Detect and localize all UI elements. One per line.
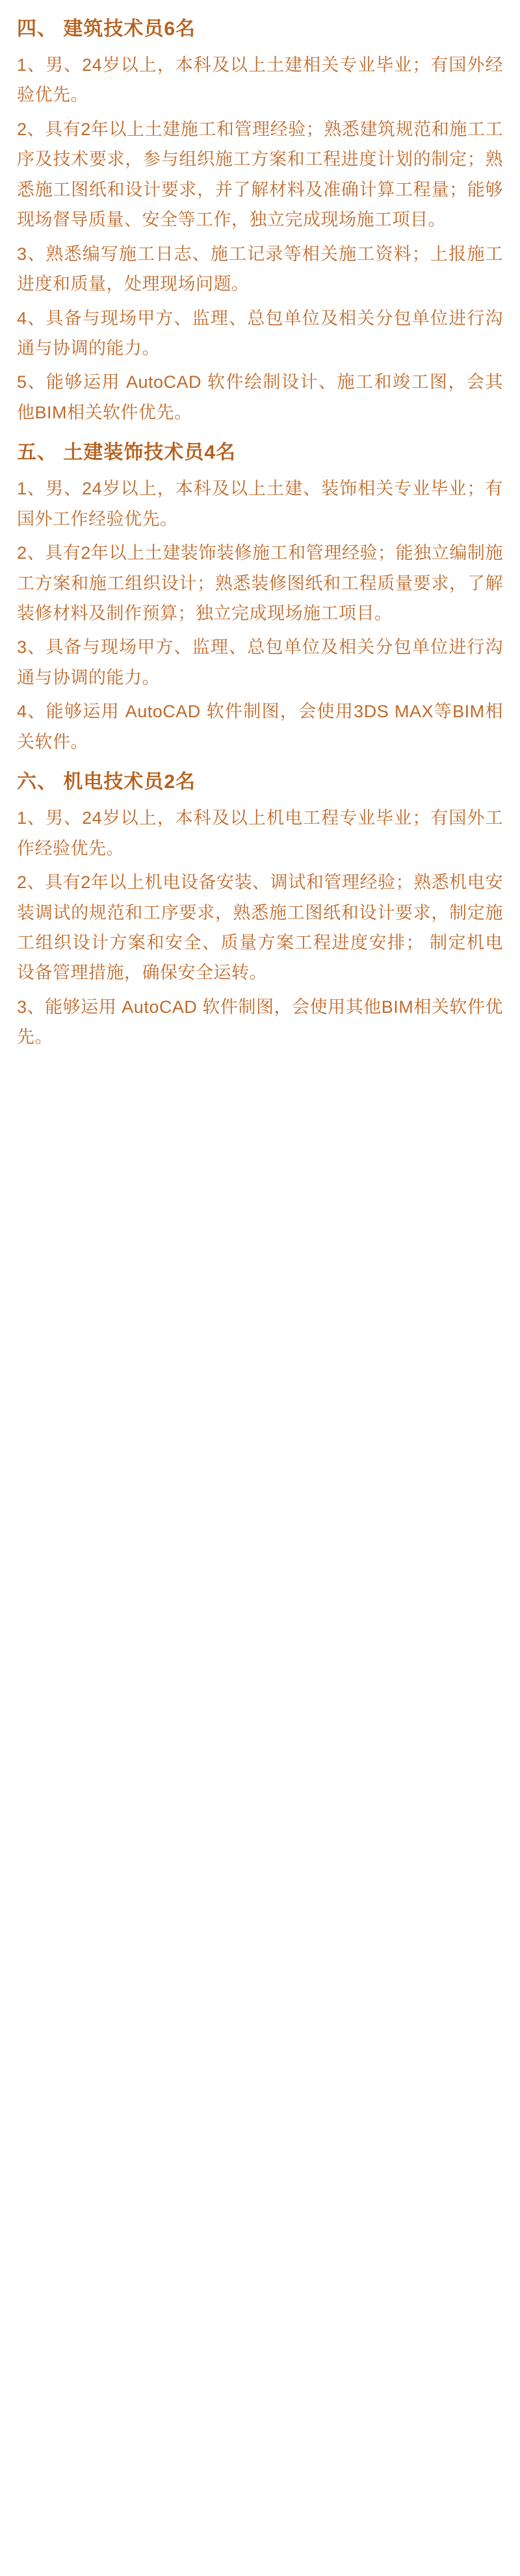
paragraph: 3、熟悉编写施工日志、施工记录等相关施工资料；上报施工进度和质量，处理现场问题。: [17, 244, 503, 294]
paragraph: 1、男、24岁以上，本科及以上土建相关专业毕业；有国外经验优先。: [17, 55, 503, 105]
paragraph: 3、具备与现场甲方、监理、总包单位及相关分包单位进行沟通与协调的能力。: [17, 637, 503, 687]
section-heading: 六、 机电技术员2名: [17, 771, 196, 793]
document-page: [0, 0, 520, 1084]
section-five: [17, 438, 503, 757]
section-four: [17, 14, 503, 427]
paragraph: 2、具有2年以上机电设备安装、调试和管理经验；熟悉机电安装调试的规范和工序要求，熟悉施工图纸和设计要求，制定施工组织设计方案和安全、质量方案工程进度安排； 制定机电设备管理措施，确保安全运转。: [17, 873, 503, 983]
paragraph: 1、男、24岁以上，本科及以上机电工程专业毕业；有国外工作经验优先。: [17, 808, 503, 858]
paragraph: 5、能够运用 AutoCAD 软件绘制设计、施工和竣工图，会其他BIM相关软件优先。: [17, 372, 503, 422]
section-heading: 五、 土建装饰技术员4名: [17, 442, 237, 464]
paragraph: 4、能够运用 AutoCAD 软件制图，会使用3DS MAX等BIM相关软件。: [17, 702, 503, 752]
section-heading: 四、 建筑技术员6名: [17, 18, 196, 40]
paragraph: 3、能够运用 AutoCAD 软件制图，会使用其他BIM相关软件优先。: [17, 997, 503, 1047]
paragraph: 2、具有2年以上土建施工和管理经验；熟悉建筑规范和施工工序及技术要求，参与组织施工方案和工程进度计划的制定；熟悉施工图纸和设计要求，并了解材料及准确计算工程量；能够现场督导质量、安全等工作，独立完成现场施工项目。: [17, 119, 503, 230]
paragraph: 4、具备与现场甲方、监理、总包单位及相关分包单位进行沟通与协调的能力。: [17, 308, 503, 358]
paragraph: 2、具有2年以上土建装饰装修施工和管理经验；能独立编制施工方案和施工组织设计；熟悉装修图纸和工程质量要求，了解装修材料及制作预算；独立完成现场施工项目。: [17, 543, 503, 623]
section-six: [17, 767, 503, 1052]
paragraph: 1、男、24岁以上，本科及以上土建、装饰相关专业毕业；有国外工作经验优先。: [17, 479, 503, 529]
